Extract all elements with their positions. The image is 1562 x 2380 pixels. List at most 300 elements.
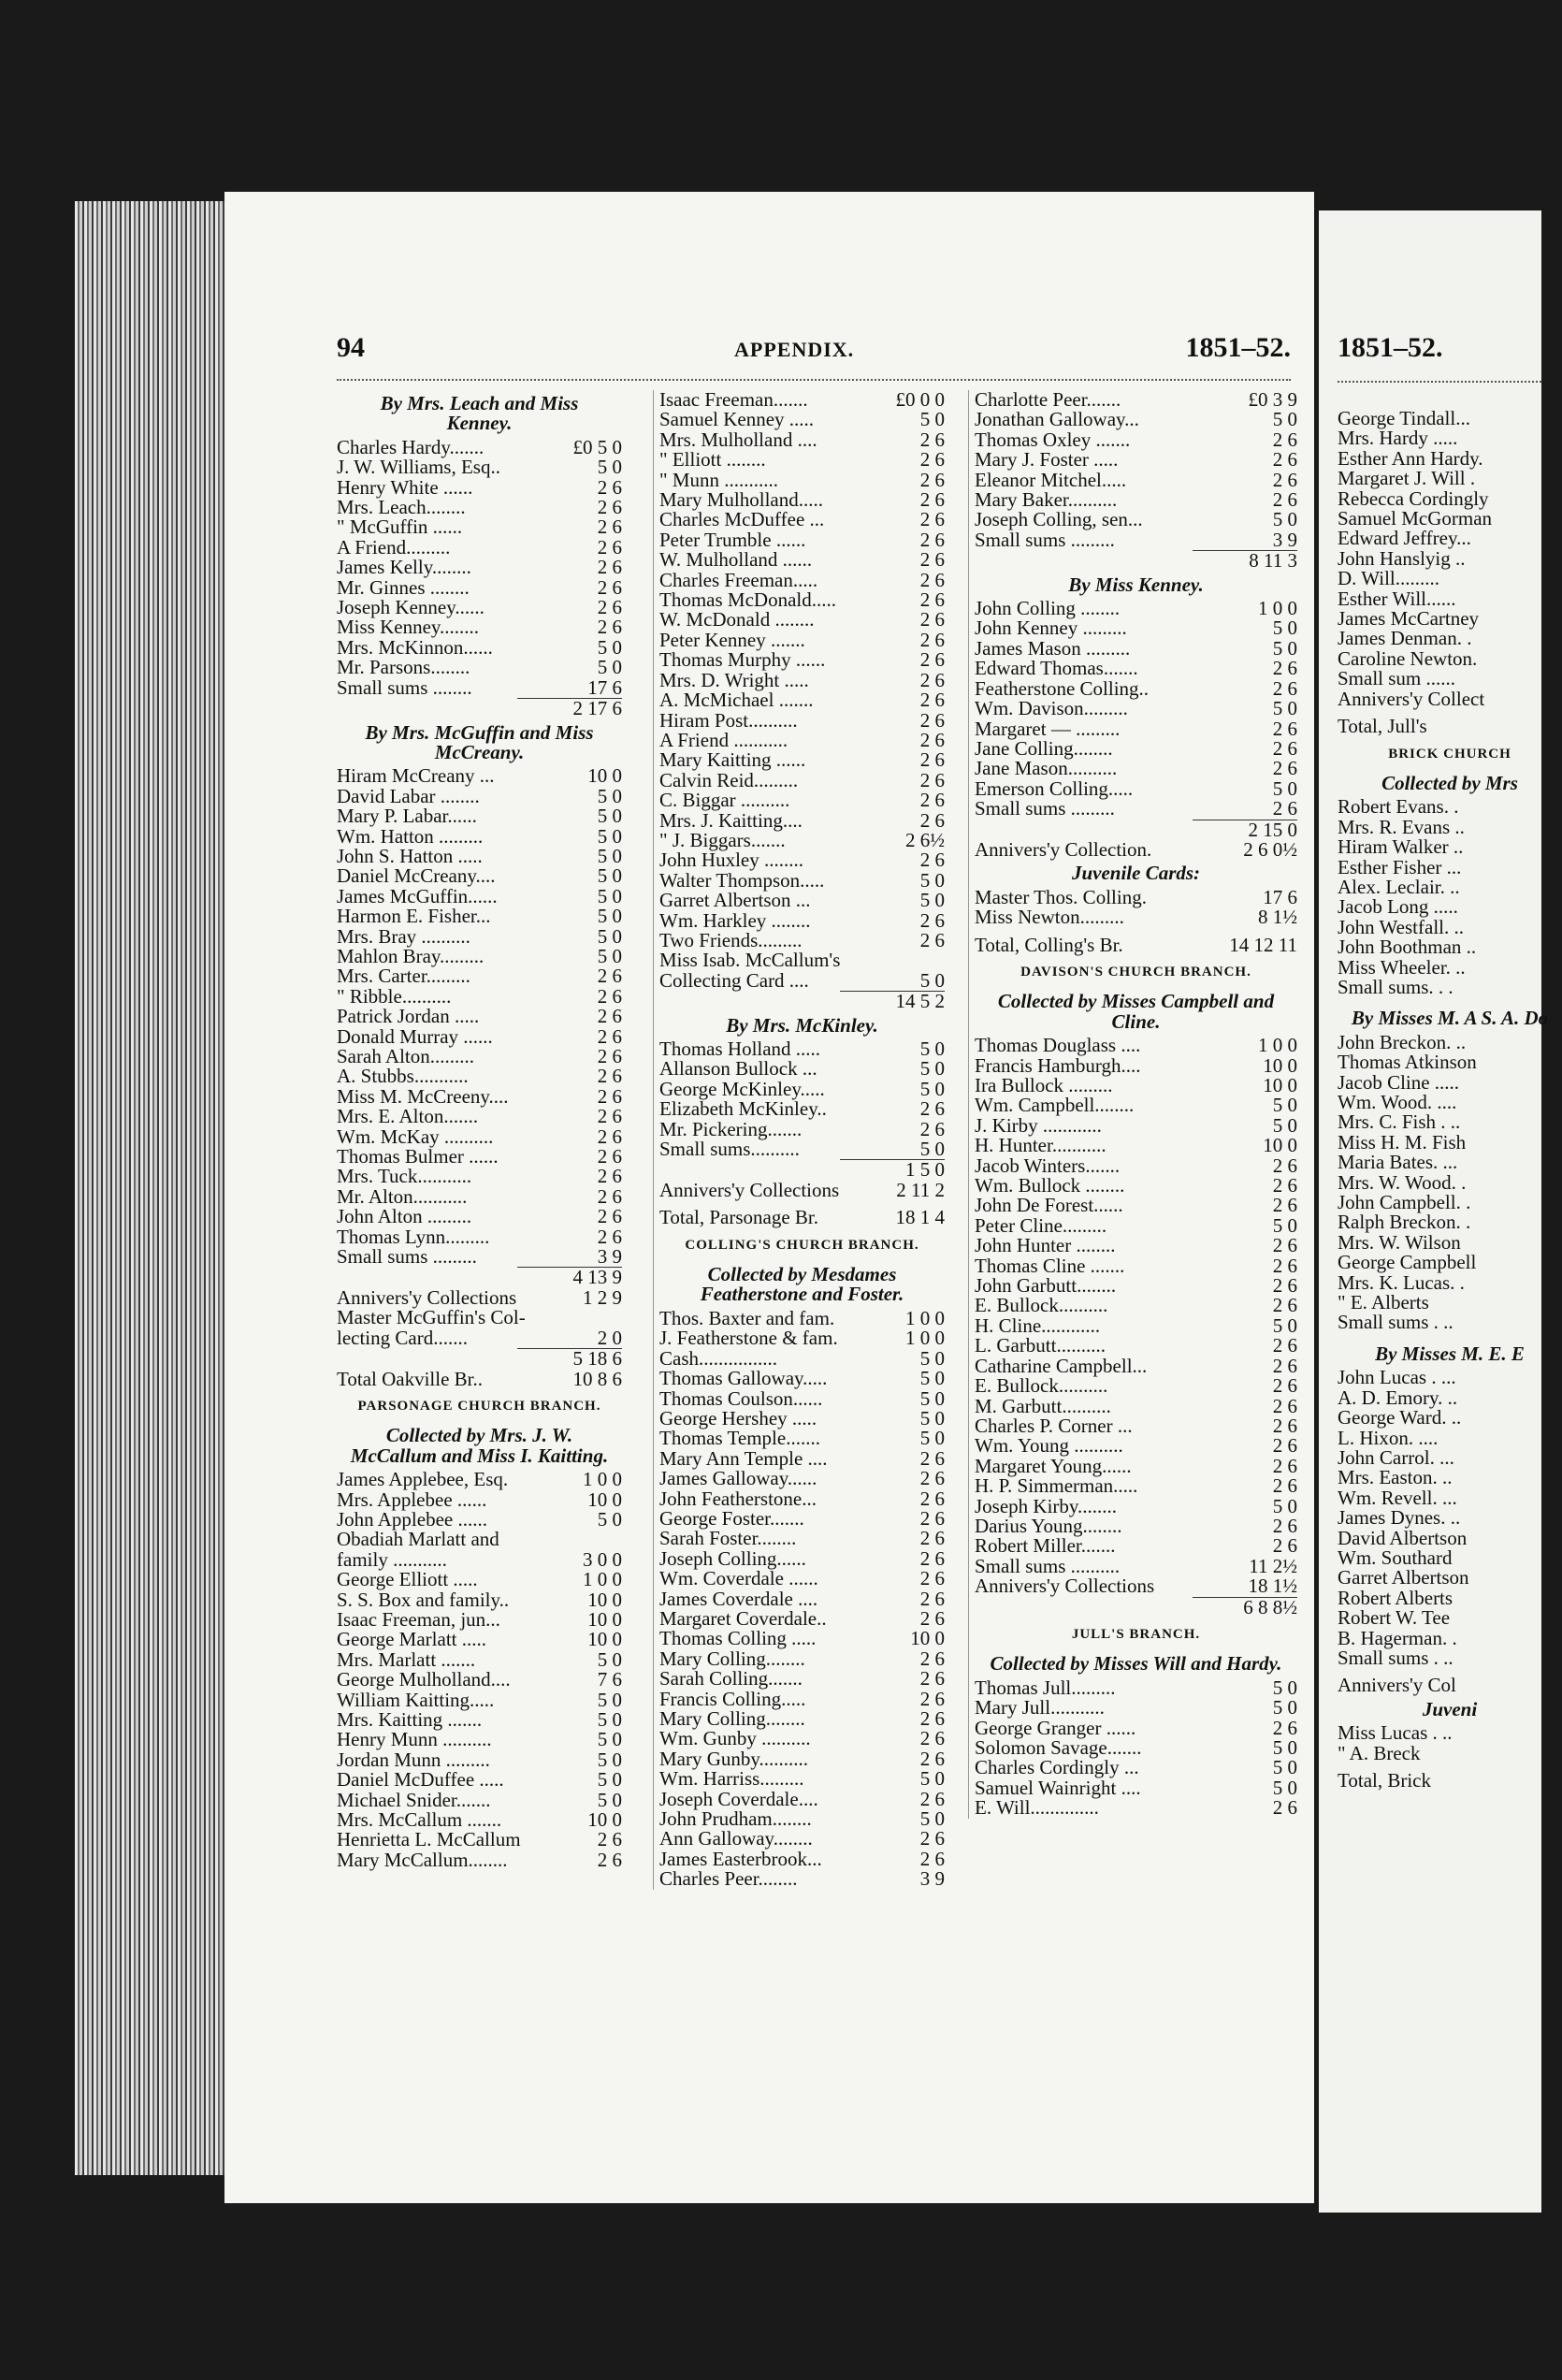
entry-name: Robert Miller....... <box>975 1534 1116 1558</box>
entry-name: Thomas Lynn......... <box>337 1225 490 1248</box>
entry-row <box>337 1830 622 1850</box>
entry-name: Annivers'y Collect <box>1338 687 1485 710</box>
entry-row <box>975 1096 1297 1115</box>
entry-name: Cash................ <box>659 1346 777 1370</box>
entry-amount: 2 6 <box>919 1787 945 1810</box>
entry-row <box>337 1490 622 1510</box>
entry-name: Mrs. Tuck........... <box>337 1165 472 1188</box>
entry-amount: 5 0 <box>597 1748 622 1771</box>
entry-amount: 5 0 <box>919 1346 945 1370</box>
subtotal-amount: 8 11 3 <box>1193 550 1297 571</box>
entry-amount: 2 6 <box>919 849 945 872</box>
entry-amount: 2 6 <box>1272 468 1297 491</box>
entry-amount: 2 6 <box>919 708 945 732</box>
entry-name: John Carrol. ... <box>1338 1445 1454 1469</box>
entry-row <box>337 766 622 786</box>
entry-amount <box>1467 1529 1562 1548</box>
entry-amount: 2 6 <box>919 768 945 791</box>
entry-row <box>337 1607 622 1631</box>
entry-name: Henry Munn .......... <box>337 1728 492 1751</box>
entry-name: " McGuffin ...... <box>337 515 463 539</box>
entry-amount: 10 0 <box>910 1627 945 1650</box>
entry-row <box>1338 1212 1562 1232</box>
entry-amount <box>1461 858 1562 878</box>
entry-amount: 2 6 <box>919 528 945 551</box>
entry-amount: 5 0 <box>1272 1213 1297 1237</box>
entry-name: James McCartney <box>1338 607 1480 631</box>
entry-row <box>975 1778 1297 1798</box>
entry-amount <box>1466 549 1562 569</box>
entry-amount: 2 6 <box>1272 1294 1297 1317</box>
subtotal-row <box>337 1267 622 1287</box>
entry-row <box>975 1156 1297 1176</box>
left-page <box>224 192 1314 2203</box>
entry-row <box>659 1208 945 1227</box>
entry-row <box>337 658 622 677</box>
entry-row <box>975 1798 1297 1818</box>
entry-name: Joseph Coverdale.... <box>659 1787 818 1810</box>
entry-amount: 2 6 <box>919 728 945 751</box>
entry-name: W. Mulholland ...... <box>659 548 813 572</box>
entry-amount: 5 0 <box>597 884 622 907</box>
entry-name: Jane Colling........ <box>975 736 1113 760</box>
entry-name: Esther Will...... <box>1338 587 1456 610</box>
entry-amount: 2 6 <box>919 1747 945 1770</box>
entry-amount: 5 0 <box>1272 1756 1297 1779</box>
entry-name: Margaret Young...... <box>975 1454 1132 1477</box>
entry-row <box>659 1847 945 1870</box>
entry-row <box>337 575 622 599</box>
entry-amount: 5 0 <box>1272 1094 1297 1117</box>
entry-row <box>975 1416 1297 1436</box>
entry-row <box>337 1670 622 1690</box>
entry-name: " Ribble.......... <box>337 984 452 1008</box>
entry-row <box>1338 1608 1562 1628</box>
entry-row <box>337 1367 622 1390</box>
entry-name: Mrs. E. Alton....... <box>337 1105 479 1128</box>
entry-row <box>337 1730 622 1749</box>
entry-row <box>1338 529 1562 548</box>
entry-amount <box>1460 1112 1562 1132</box>
column-2 <box>653 390 945 1890</box>
entry-name: Henrietta L. McCallum <box>337 1828 521 1851</box>
entry-row <box>975 1514 1297 1537</box>
entry-name: Thomas Coulson...... <box>659 1386 823 1410</box>
entry-name: Jacob Winters....... <box>975 1154 1121 1177</box>
entry-name: Mrs. Carter......... <box>337 965 470 988</box>
entry-amount: 2 6 <box>919 908 945 932</box>
entry-row <box>659 390 945 410</box>
entry-amount: 2 6 <box>597 1828 622 1851</box>
entry-name: E. Bullock.......... <box>975 1374 1108 1398</box>
subtotal-amount: 4 13 9 <box>517 1267 622 1287</box>
branch-heading: PARSONAGE CHURCH BRANCH. <box>357 1398 601 1414</box>
entry-row <box>1338 1112 1562 1132</box>
entry-row <box>975 1076 1297 1096</box>
collector-heading: Collected by Misses Will and Hardy. <box>990 1652 1282 1676</box>
entry-name: Mrs. Applebee ...... <box>337 1488 487 1511</box>
entry-row <box>337 635 622 659</box>
entry-name: Mary J. Foster ..... <box>975 448 1119 472</box>
entry-name: James Mason ......... <box>975 636 1131 660</box>
entry-amount: £0 5 0 <box>572 435 622 458</box>
entry-row <box>1338 915 1562 938</box>
branch-heading: JULL'S BRANCH. <box>1071 1626 1201 1642</box>
entry-name: Francis Colling..... <box>659 1687 806 1710</box>
entry-row <box>1338 646 1562 670</box>
entry-name: Joseph Colling...... <box>659 1546 806 1570</box>
entry-amount: 10 0 <box>587 1588 622 1611</box>
entry-amount: 2 6 <box>1272 1354 1297 1377</box>
entry-amount: 5 0 <box>919 868 945 892</box>
entry-name: James Applebee, Esq. <box>337 1468 509 1491</box>
entry-amount: 5 0 <box>1272 508 1297 531</box>
entry-row <box>975 1376 1297 1396</box>
entry-row <box>659 410 945 429</box>
entry-name: Isaac Freeman, jun... <box>337 1607 500 1631</box>
entry-name: Joseph Kirby........ <box>975 1494 1118 1517</box>
entry-amount: 1 0 0 <box>583 1568 622 1591</box>
entry-row <box>659 628 945 651</box>
entry-name: John Huxley ........ <box>659 849 803 872</box>
entry-amount <box>1476 1253 1562 1272</box>
entry-amount: 2 6 <box>919 568 945 591</box>
entry-name: Mrs. C. Fish . .. <box>1338 1110 1461 1134</box>
entry-amount: 5 0 <box>597 905 622 928</box>
entry-name: John Colling ........ <box>975 597 1121 620</box>
entry-amount: 2 6 <box>597 1184 622 1208</box>
subtotal-row <box>975 820 1297 840</box>
entry-row <box>659 708 945 732</box>
entry-amount: 1 0 0 <box>905 1327 945 1350</box>
entry-amount: 5 0 <box>1272 408 1297 431</box>
entry-row <box>659 568 945 591</box>
entry-name: James Denman. . <box>1338 627 1472 650</box>
entry-row <box>1338 1052 1562 1072</box>
entry-amount: 1 0 0 <box>1258 1034 1297 1057</box>
entry-name: family ........... <box>337 1547 447 1571</box>
entry-row <box>337 784 622 807</box>
entry-amount: 5 0 <box>919 408 945 431</box>
entry-name: Thomas Colling ..... <box>659 1627 817 1650</box>
entry-name: A. D. Emory. .. <box>1338 1386 1458 1409</box>
entry-row <box>659 968 945 992</box>
entry-name: Obadiah Marlatt and <box>337 1528 499 1551</box>
entry-row <box>337 884 622 907</box>
entry-row <box>659 1769 945 1789</box>
entry-row <box>1338 609 1562 629</box>
entry-name: Thomas Bulmer ...... <box>337 1145 499 1168</box>
entry-amount: 2 6 <box>919 1546 945 1570</box>
entry-amount: 2 0 <box>597 1326 622 1349</box>
entry-amount <box>1457 428 1562 448</box>
entry-row <box>659 1606 945 1630</box>
entry-row <box>337 1127 622 1147</box>
entry-name: Michael Snider....... <box>337 1788 491 1811</box>
entry-amount: 10 0 <box>587 1488 622 1511</box>
entry-row <box>1338 1626 1562 1649</box>
entry-row <box>659 1406 945 1429</box>
entry-row <box>659 1529 945 1548</box>
entry-amount: 5 0 <box>919 1807 945 1831</box>
subtotal-spacer <box>337 698 517 718</box>
entry-amount: 2 6 <box>919 628 945 651</box>
entry-amount: 5 0 <box>1272 1313 1297 1337</box>
subtotal-spacer <box>659 1159 840 1180</box>
entry-row <box>659 610 945 630</box>
entry-row <box>337 1285 622 1309</box>
subtotal-amount: 14 5 2 <box>840 991 945 1011</box>
entry-name: Thomas Galloway..... <box>659 1367 828 1390</box>
entry-row <box>337 1647 622 1671</box>
entry-amount: 2 6 <box>919 1467 945 1490</box>
entry-amount: 5 0 <box>597 1507 622 1531</box>
collector-heading: Collected by Misses Campbell and Cline. <box>997 990 1275 1033</box>
entry-name: H. Hunter........... <box>975 1134 1106 1157</box>
entry-name: Wm. Harriss......... <box>659 1767 804 1791</box>
branch-heading: DAVISON'S CHURCH BRANCH. <box>1020 964 1251 980</box>
entry-row <box>659 1787 945 1810</box>
entry-name: B. Hagerman. . <box>1338 1626 1457 1649</box>
entry-amount: 3 9 <box>1272 528 1297 551</box>
entry-name: Small sums.......... <box>659 1138 800 1161</box>
collector-heading: Juvenile Cards: <box>1071 862 1201 885</box>
entry-name: Peter Cline......... <box>975 1213 1107 1237</box>
entry-amount: 2 6 <box>1272 797 1297 820</box>
entry-row <box>1338 1508 1562 1528</box>
entry-row <box>659 590 945 610</box>
entry-amount: 2 6 <box>597 984 622 1008</box>
entry-name: A. Stubbs........... <box>337 1065 469 1088</box>
entry-row <box>659 1117 945 1140</box>
entry-row <box>659 530 945 550</box>
entry-amount: 10 0 <box>587 1628 622 1651</box>
entry-row <box>659 1369 945 1388</box>
entry-amount: £0 3 9 <box>1248 388 1297 411</box>
entry-name: Ann Galloway........ <box>659 1827 813 1850</box>
entry-name: J. Kirby ............ <box>975 1113 1102 1137</box>
entry-row <box>1338 1070 1562 1094</box>
entry-name: George Hershey ..... <box>659 1406 817 1429</box>
entry-amount: 2 6 <box>1272 1334 1297 1357</box>
entry-amount: 2 6 <box>1272 488 1297 512</box>
entry-amount: 2 6 <box>1272 1274 1297 1298</box>
entry-row <box>975 907 1297 927</box>
entry-row <box>1338 1408 1562 1428</box>
entry-row <box>975 1296 1297 1315</box>
entry-row <box>1338 1723 1562 1743</box>
entry-row <box>337 1147 622 1167</box>
entry-amount: 5 0 <box>1272 617 1297 640</box>
entry-row <box>1338 815 1562 838</box>
entry-name: Sarah Foster........ <box>659 1527 797 1550</box>
entry-row <box>659 1306 945 1329</box>
entry-amount: 5 0 <box>1272 1696 1297 1720</box>
column-1 <box>337 390 622 1870</box>
entry-amount: 2 6 <box>1272 1454 1297 1477</box>
entry-name: Jonathan Galloway... <box>975 408 1139 431</box>
entry-name: George Campbell <box>1338 1251 1477 1274</box>
entry-amount <box>1466 1133 1562 1153</box>
entry-name: James Galloway...... <box>659 1467 817 1490</box>
entry-name: Thos. Baxter and fam. <box>659 1306 835 1329</box>
entry-row <box>975 468 1297 491</box>
entry-amount: 2 6 <box>597 1005 622 1028</box>
entry-amount <box>1457 1589 1562 1608</box>
entry-amount: 2 6 <box>597 1225 622 1248</box>
entry-row <box>659 791 945 810</box>
entry-row <box>1338 1293 1562 1313</box>
entry-row <box>337 866 622 886</box>
entry-amount: 5 0 <box>597 635 622 659</box>
entry-amount: 2 6 <box>597 1145 622 1168</box>
entry-name: Mrs. Easton. .. <box>1338 1466 1453 1489</box>
running-head: APPENDIX. <box>734 338 855 361</box>
entry-row <box>659 1546 945 1570</box>
entry-row <box>659 490 945 510</box>
entry-row <box>975 618 1297 638</box>
entry-row <box>1338 546 1562 570</box>
entry-amount: 2 6 <box>1272 1534 1297 1558</box>
subtotal-spacer <box>337 1348 517 1369</box>
subtotal-row <box>337 698 622 718</box>
entry-row <box>659 1869 945 1889</box>
entry-amount: 2 6 <box>1272 757 1297 780</box>
entry-row <box>659 768 945 791</box>
entry-amount <box>1464 918 1562 937</box>
entry-amount: 5 0 <box>1272 1776 1297 1799</box>
entry-row <box>1338 1526 1562 1549</box>
entry-name: Samuel McGorman <box>1338 507 1493 530</box>
entry-row <box>1338 669 1562 689</box>
entry-row <box>975 1313 1297 1337</box>
entry-row <box>975 410 1297 429</box>
entry-amount: 1 0 0 <box>905 1306 945 1329</box>
right-page-column <box>1338 409 1562 1791</box>
entry-name: Total, Parsonage Br. <box>659 1206 818 1229</box>
entry-row <box>337 1470 622 1489</box>
entry-name: " Elliott ........ <box>659 448 766 472</box>
entry-row <box>337 1570 622 1589</box>
entry-name: Wm. Hatton ......... <box>337 824 484 848</box>
entry-amount: 2 6 <box>919 648 945 672</box>
entry-amount: 2 6 <box>919 748 945 772</box>
entry-name: H. P. Simmerman..... <box>975 1474 1138 1498</box>
entry-row <box>337 1810 622 1830</box>
entry-amount: 2 6 <box>1272 428 1297 451</box>
entry-name: Mrs. D. Wright ..... <box>659 668 809 691</box>
entry-row <box>975 1716 1297 1739</box>
entry-row <box>659 1139 945 1159</box>
entry-row <box>975 1436 1297 1456</box>
collector-heading: By Misses M. A S. A. Do <box>1351 1007 1549 1030</box>
entry-row <box>1338 569 1562 588</box>
entry-row <box>1338 1586 1562 1609</box>
entry-row <box>337 1547 622 1571</box>
entry-amount <box>1479 609 1562 629</box>
entry-amount <box>1457 1448 1562 1468</box>
entry-row <box>337 844 622 867</box>
entry-amount: 2 6 <box>597 1125 622 1148</box>
entry-name: " J. Biggars....... <box>659 828 786 851</box>
entry-name: Henry White ...... <box>337 475 473 499</box>
entry-name: Esther Ann Hardy. <box>1338 446 1483 470</box>
entry-amount <box>1457 1388 1562 1408</box>
entry-name: A Friend......... <box>337 535 451 559</box>
entry-amount: 2 6 <box>1272 717 1297 740</box>
entry-row <box>659 850 945 870</box>
entry-name: Annivers'y Collections <box>337 1285 517 1309</box>
entry-amount: 2 6 <box>597 616 622 639</box>
entry-name: L. Garbutt.......... <box>975 1334 1106 1357</box>
entry-amount: 5 0 <box>597 1728 622 1751</box>
entry-row <box>337 907 622 926</box>
entry-amount <box>1460 1508 1562 1528</box>
entry-name: John Campbell. . <box>1338 1191 1471 1214</box>
entry-amount <box>1457 1368 1562 1387</box>
entry-name: Peter Trumble ...... <box>659 528 806 551</box>
entry-name: Hiram Post.......... <box>659 708 798 732</box>
entry-row <box>337 1850 622 1870</box>
entry-row <box>659 1629 945 1648</box>
entry-name: E. Will.............. <box>975 1796 1099 1820</box>
entry-name: Darius Young........ <box>975 1514 1122 1537</box>
entry-row <box>975 933 1297 956</box>
entry-amount: £0 0 0 <box>895 388 945 411</box>
entry-name: E. Bullock.......... <box>975 1294 1108 1317</box>
entry-row <box>337 675 622 699</box>
entry-row <box>659 1059 945 1079</box>
entry-row <box>659 951 945 970</box>
entry-amount: 1 2 9 <box>583 1285 622 1309</box>
entry-row <box>659 928 945 951</box>
entry-row <box>337 1024 622 1048</box>
entry-amount: 2 6 <box>919 468 945 491</box>
entry-amount: 3 9 <box>919 1867 945 1891</box>
entry-amount: 5 0 <box>919 1367 945 1390</box>
entry-amount: 2 6 <box>597 575 622 599</box>
entry-row <box>1338 837 1562 857</box>
entry-amount: 2 6 <box>1272 1474 1297 1498</box>
collector-heading: By Mrs. Leach and Miss Kenney. <box>380 392 579 435</box>
subtotal-amount: 5 18 6 <box>517 1348 622 1369</box>
entry-name: " A. Breck <box>1338 1741 1421 1764</box>
entry-amount: 5 0 <box>919 1077 945 1100</box>
entry-amount: 5 0 <box>597 824 622 848</box>
entry-name: Miss H. M. Fish <box>1338 1130 1467 1154</box>
entry-name: Wm. Young .......... <box>975 1434 1123 1458</box>
entry-row <box>975 1494 1297 1517</box>
entry-row <box>337 1507 622 1531</box>
entry-amount: 2 6 <box>597 1848 622 1871</box>
entry-row <box>659 808 945 832</box>
entry-name: Hiram McCreany ... <box>337 764 495 788</box>
entry-amount: 2 6 <box>1272 1514 1297 1537</box>
entry-amount: 5 0 <box>919 1427 945 1450</box>
entry-row <box>975 510 1297 530</box>
entry-amount: 2 6 <box>919 928 945 951</box>
entry-row <box>975 759 1297 778</box>
entry-name: H. Cline............ <box>975 1313 1101 1337</box>
entry-name: Total Oakville Br.. <box>337 1367 484 1390</box>
entry-name: Charles Freeman..... <box>659 568 818 591</box>
entry-name: James Easterbrook... <box>659 1847 822 1870</box>
entry-amount <box>1459 1073 1562 1093</box>
entry-name: Caroline Newton. <box>1338 646 1478 670</box>
entry-row <box>659 1749 945 1769</box>
entry-row <box>975 490 1297 510</box>
entry-amount: 2 6 <box>919 808 945 832</box>
